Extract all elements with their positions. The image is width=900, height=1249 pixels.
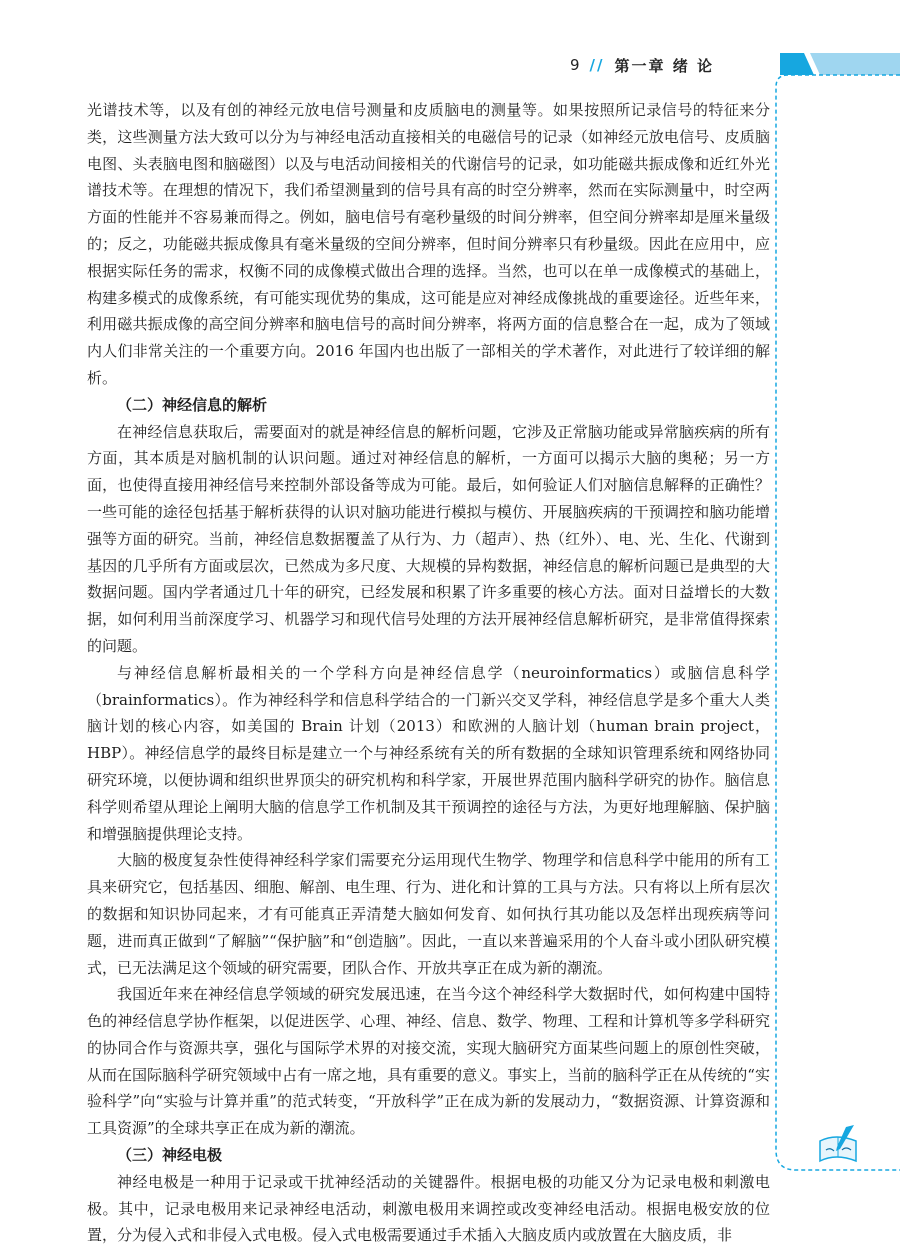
section-heading: （二）神经信息的解析 <box>117 395 268 414</box>
paragraph: 神经电极是一种用于记录或干扰神经活动的关键器件。根据电极的功能又分为记录电极和刺激电极。其中，记录电极用来记录神经电活动，刺激电极用来调控或改变神经电活动。根据电极安放的位置，分为侵入式和非侵入式电极。侵入式电极需要通过手术插入大脑皮质内或放置在大脑皮质，非 <box>87 1172 770 1245</box>
paragraph: 大脑的极度复杂性使得神经科学家们需要充分运用现代生物学、物理学和信息科学中能用的所有工具来研究它，包括基因、细胞、解剖、电生理、行为、进化和计算的工具与方法。只有将以上所有层次的数据和知识协同起来，才有可能真正弄清楚大脑如何发育、如何执行其功能以及怎样出现疾病等问题，进而真正做到“了解脑”“保护脑”和“创造脑”。因此，一直以来普遍采用的个人奋斗或小团队研究模式，已无法满足这个领域的研究需要，团队合作、开放共享正在成为新的潮流。 <box>87 851 770 977</box>
header-separator: // <box>589 56 605 74</box>
pen-notebook-icon <box>816 1123 862 1167</box>
page-number: 9 <box>570 56 580 74</box>
paragraph: 光谱技术等，以及有创的神经元放电信号测量和皮质脑电的测量等。如果按照所记录信号的特征来分类，这些测量方法大致可以分为与神经电活动直接相关的电磁信号的记录（如神经元放电信号、皮质脑电图、头表脑电图和脑磁图）以及与电活动间接相关的代谢信号的记录，如功能磁共振成像和近红外光谱技术等。在理想的情况下，我们希望测量到的信号具有高的时空分辨率，然而在实际测量中，时空两方面的性能并不容易兼而得之。例如，脑电信号有毫秒量级的时间分辨率，但空间分辨率却是厘米量级的；反之，功能磁共振成像具有毫米量级的空间分辨率，但时间分辨率只有秒量级。因此在应用中，应根据实际任务的需求，权衡不同的成像模式做出合理的选择。当然，也可以在单一成像模式的基础上，构建多模式的成像系统，有可能实现优势的集成，这可能是应对神经成像挑战的重要途径。近些年来，利用磁共振成像的高空间分辨率和脑电信号的高时间分辨率，将两方面的信息整合在一起，成为了领域内人们非常关注的一个重要方向。2016 年国内也出版了一部相关的学术著作，对此进行了较详细的解析。 <box>87 101 770 387</box>
paragraph: 与神经信息解析最相关的一个学科方向是神经信息学（neuroinformatics）或脑信息科学（brainformatics）。作为神经科学和信息科学结合的一门新兴交叉学科，神经信息学是多个重大人类脑计划的核心内容，如美国的 Brain 计划（2013）和欧洲的人脑计划（human brain project，HBP）。神经信息学的最终目标是建立一个与神经系统有关的所有数据的全球知识管理系统和网络协同研究环境，以便协调和组织世界顶尖的研究机构和科学家，开展世界范围内脑科学研究的协作。脑信息科学则希望从理论上阐明大脑的信息学工作机制及其干预调控的途径与方法，为更好地理解脑、保护脑和增强脑提供理论支持。 <box>87 663 770 843</box>
paragraph: 我国近年来在神经信息学领域的研究发展迅速，在当今这个神经科学大数据时代，如何构建中国特色的神经信息学协作框架，以促进医学、心理、神经、信息、数学、物理、工程和计算机等多学科研究的协同合作与资源共享，强化与国际学术界的对接交流，实现大脑研究方面某些问题上的原创性突破，从而在国际脑科学研究领域中占有一席之地，具有重要的意义。事实上，当前的脑科学正在从传统的“实验科学”向“实验与计算并重”的范式转变，“开放科学”正在成为新的发展动力，“数据资源、计算资源和工具资源”的全球共享正在成为新的潮流。 <box>87 985 770 1138</box>
paragraph: 在神经信息获取后，需要面对的就是神经信息的解析问题，它涉及正常脑功能或异常脑疾病的所有方面，其本质是对脑机制的认识问题。通过对神经信息的解析，一方面可以揭示大脑的奥秘；另一方面，也使得直接用神经信号来控制外部设备等成为可能。最后，如何验证人们对脑信息解释的正确性？一些可能的途径包括基于解析获得的认识对脑功能进行模拟与模仿、开展脑疾病的干预调控和脑功能增强等方面的研究。当前，神经信息数据覆盖了从行为、力（超声）、热（红外）、电、光、生化、代谢到基因的几乎所有方面或层次，已然成为多尺度、大规模的异构数据，神经信息的解析问题已是典型的大数据问题。国内学者通过几十年的研究，已经发展和积累了许多重要的核心方法。面对日益增长的大数据，如何利用当前深度学习、机器学习和现代信号处理的方法开展神经信息解析研究，是非常值得探索的问题。 <box>87 422 770 655</box>
page-body <box>87 97 770 1249</box>
chapter-title: 第一章 绪 论 <box>614 56 714 75</box>
section-heading: （三）神经电极 <box>117 1146 223 1165</box>
